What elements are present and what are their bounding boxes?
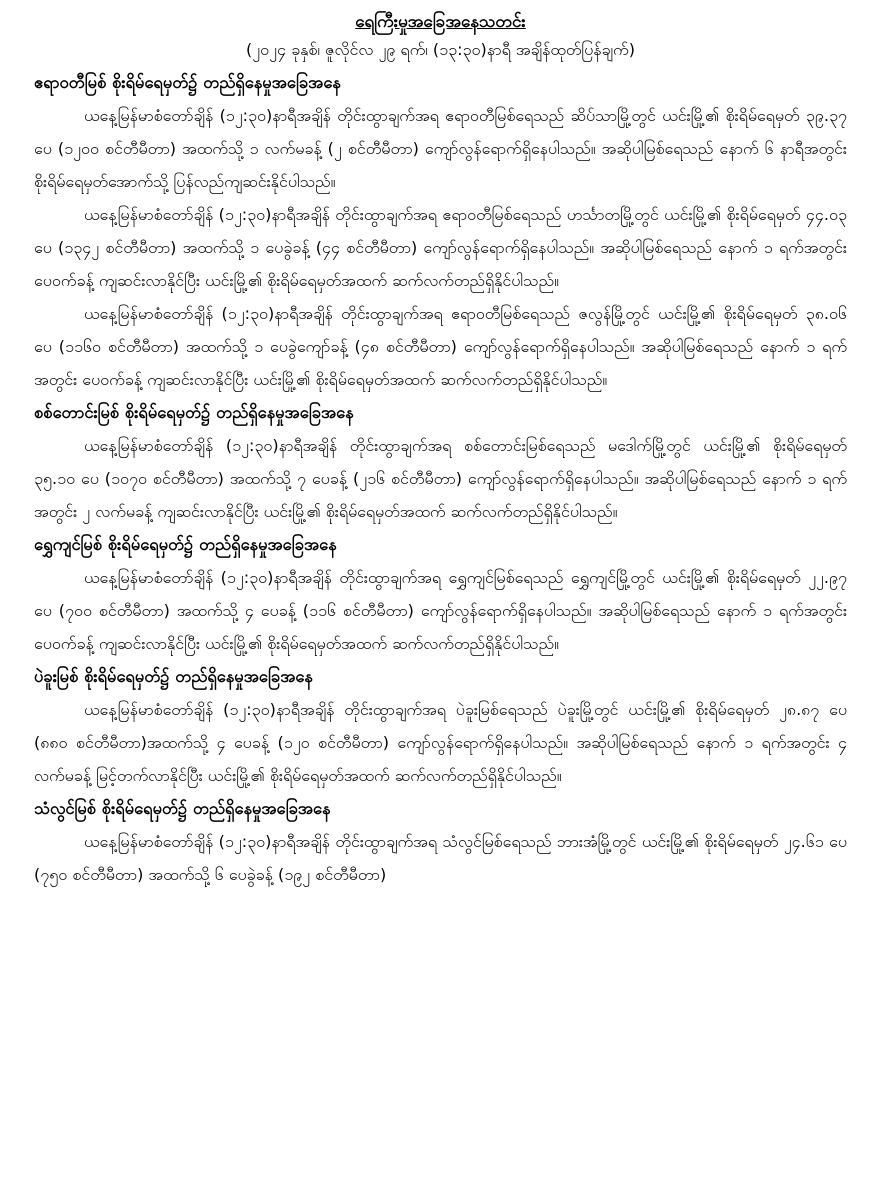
paragraph: ယနေ့မြန်မာစံတော်ချိန် (၁၂:၃၀)နာရီအချိန် တိုင်းထွာချက်အရ ပဲခူးမြစ်ရေသည် ပဲခူးမြို့တွင် ယင်းမြို့၏ စိုးရိမ်ရေမှတ် ၂၈.၈၇ ပေ (၈၈၀ စင်တီမီတာ)အထက်သို့ ၄ ပေခန့် (၁၂၀ စင်တီမီတာ) ကျော်လွန်ရောက်ရှိနေပါသည်။ အဆိုပါမြစ်ရေသည် နောက် ၁ ရက်အတွင်း ၄ လက်မခန့် မြင့်တက်လာနိုင်ပြီး ယင်းမြို့၏ စိုးရိမ်ရေမှတ်အထက် ဆက်လက်တည်ရှိနိုင်ပါသည်။ <box>34 700 847 785</box>
section-thanlwin <box>34 792 847 891</box>
section-heading: ပဲခူးမြစ် စိုးရိမ်ရေမှတ်၌ တည်ရှိနေမှုအခြေအနေ <box>34 667 313 686</box>
paragraph: ယနေ့မြန်မာစံတော်ချိန် (၁၂:၃၀)နာရီအချိန် တိုင်းထွာချက်အရ ဧရာဝတီမြစ်ရေသည် ဟင်္သာတမြို့တွင် ယင်းမြို့၏ စိုးရိမ်ရေမှတ် ၄၄.၀၃ ပေ (၁၃၄၂ စင်တီမီတာ) အထက်သို့ ၁ ပေခွဲခန့် (၄၄ စင်တီမီတာ) ကျော်လွန်ရောက်ရှိနေပါသည်။ အဆိုပါမြစ်ရေသည် နောက် ၁ ရက်အတွင်း ပေဝက်ခန့် ကျဆင်းလာနိုင်ပြီး ယင်းမြို့၏ စိုးရိမ်ရေမှတ်အထက် ဆက်လက်တည်ရှိနိုင်ပါသည်။ <box>34 205 847 290</box>
paragraph: ယနေ့မြန်မာစံတော်ချိန် (၁၂:၃၀)နာရီအချိန် တိုင်းထွာချက်အရ သံလွင်မြစ်ရေသည် ဘားအံမြို့တွင် ယင်းမြို့၏ စိုးရိမ်ရေမှတ် ၂၄.၆၁ ပေ (၇၅၀ စင်တီမီတာ) အထက်သို့ ၆ ပေခွဲခန့် (၁၉၂ စင်တီမီတာ) <box>34 832 847 884</box>
section-heading: ရွှေကျင်မြစ် စိုးရိမ်ရေမှတ်၌ တည်ရှိနေမှုအခြေအနေ <box>34 535 337 554</box>
section-bago <box>34 660 847 792</box>
section-heading: ဧရာဝတီမြစ် စိုးရိမ်ရေမှတ်၌ တည်ရှိနေမှုအခြေအနေ <box>34 73 341 92</box>
section-shwegyin <box>34 528 847 660</box>
document-title: ရေကြီးမှုအခြေအနေသတင်း <box>355 12 526 32</box>
paragraph: ယနေ့မြန်မာစံတော်ချိန် (၁၂:၃၀)နာရီအချိန် တိုင်းထွာချက်အရ ရွှေကျင်မြစ်ရေသည် ရွှေကျင်မြို့တွင် ယင်းမြို့၏ စိုးရိမ်ရေမှတ် ၂၂.၉၇ ပေ (၇၀၀ စင်တီမီတာ) အထက်သို့ ၄ ပေခန့် (၁၁၆ စင်တီမီတာ) ကျော်လွန်ရောက်ရှိနေပါသည်။ အဆိုပါမြစ်ရေသည် နောက် ၁ ရက်အတွင်း ပေဝက်ခန့် ကျဆင်းလာနိုင်ပြီး ယင်းမြို့၏ စိုးရိမ်ရေမှတ်အထက် ဆက်လက်တည်ရှိနိုင်ပါသည်။ <box>34 568 847 653</box>
section-sittaung <box>34 396 847 528</box>
paragraph: ယနေ့မြန်မာစံတော်ချိန် (၁၂:၃၀)နာရီအချိန် တိုင်းထွာချက်အရ ဧရာဝတီမြစ်ရေသည် ဇလွန်မြို့တွင် ယင်းမြို့၏ စိုးရိမ်ရေမှတ် ၃၈.၀၆ ပေ (၁၁၆၀ စင်တီမီတာ) အထက်သို့ ၁ ပေခွဲကျော်ခန့် (၄၈ စင်တီမီတာ) ကျော်လွန်ရောက်ရှိနေပါသည်။ အဆိုပါမြစ်ရေသည် နောက် ၁ ရက်အတွင်း ပေဝက်ခန့် ကျဆင်းလာနိုင်ပြီး ယင်းမြို့၏ စိုးရိမ်ရေမှတ်အထက် ဆက်လက်တည်ရှိနိုင်ပါသည်။ <box>34 304 847 389</box>
section-heading: သံလွင်မြစ် စိုးရိမ်ရေမှတ်၌ တည်ရှိနေမှုအခြေအနေ <box>34 799 331 818</box>
section-irrawaddy <box>34 66 847 396</box>
document-subtitle: (၂၀၂၄ ခုနှစ်၊ ဇူလိုင်လ ၂၉ ရက်၊ (၁၃:၃၀)နာရီ အချိန်ထုတ်ပြန်ချက်) <box>246 40 635 59</box>
section-heading: စစ်တောင်းမြစ် စိုးရိမ်ရေမှတ်၌ တည်ရှိနေမှုအခြေအနေ <box>34 403 354 422</box>
paragraph: ယနေ့မြန်မာစံတော်ချိန် (၁၂:၃၀)နာရီအချိန် တိုင်းထွာချက်အရ စစ်တောင်းမြစ်ရေသည် မဒေါက်မြို့တွင် ယင်းမြို့၏ စိုးရိမ်ရေမှတ် ၃၅.၁၀ ပေ (၁၀၇၀ စင်တီမီတာ) အထက်သို့ ၇ ပေခန့် (၂၁၆ စင်တီမီတာ) ကျော်လွန်ရောက်ရှိနေပါသည်။ အဆိုပါမြစ်ရေသည် နောက် ၁ ရက်အတွင်း ၂ လက်မခန့် ကျဆင်းလာနိုင်ပြီး ယင်းမြို့၏ စိုးရိမ်ရေမှတ်အထက် ဆက်လက်တည်ရှိနိုင်ပါသည်။ <box>34 436 848 521</box>
paragraph: ယနေ့မြန်မာစံတော်ချိန် (၁၂:၃၀)နာရီအချိန် တိုင်းထွာချက်အရ ဧရာဝတီမြစ်ရေသည် ဆိပ်သာမြို့တွင် ယင်းမြို့၏ စိုးရိမ်ရေမှတ် ၃၉.၃၇ ပေ (၁၂၀၀ စင်တီမီတာ) အထက်သို့ ၁ လက်မခန့် (၂ စင်တီမီတာ) ကျော်လွန်ရောက်ရှိနေပါသည်။ အဆိုပါမြစ်ရေသည် နောက် ၆ နာရီအတွင်း စိုးရိမ်ရေမှတ်အောက်သို့ ပြန်လည်ကျဆင်းနိုင်ပါသည်။ <box>34 106 847 191</box>
